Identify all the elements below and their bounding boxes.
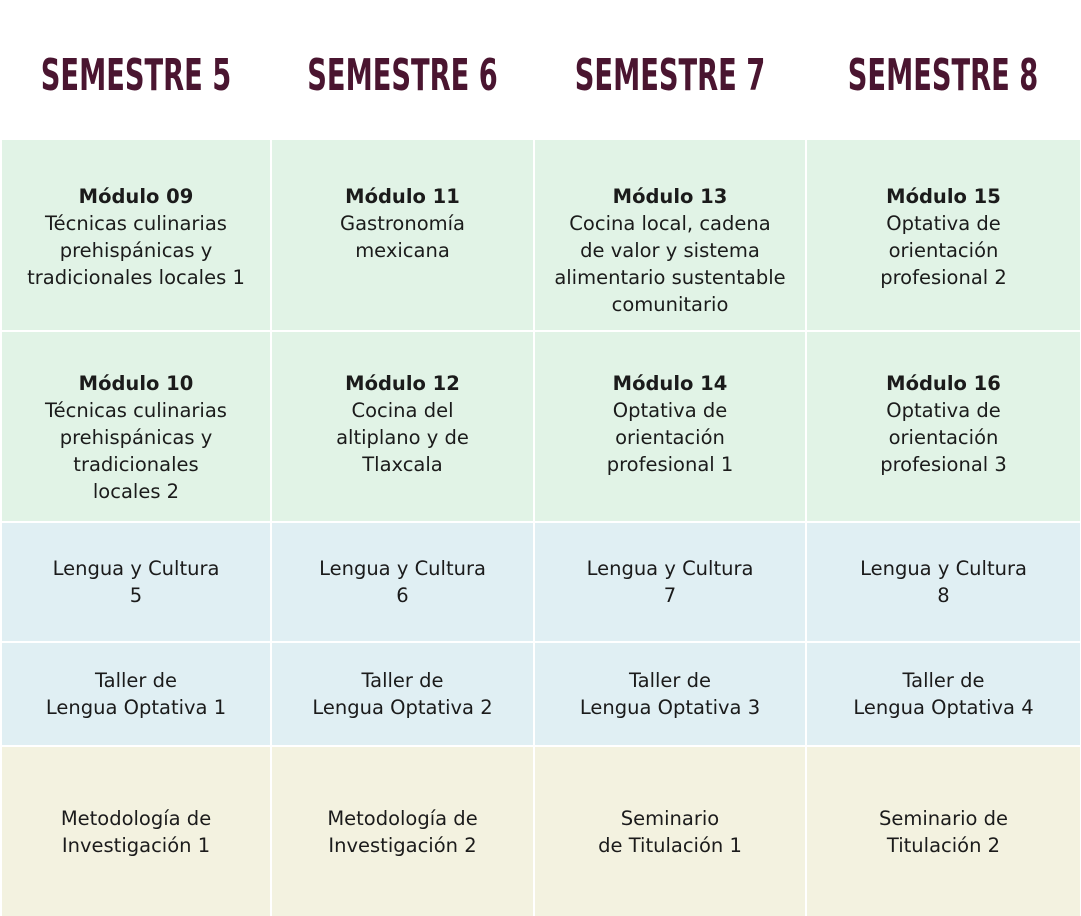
module-text: Cocina local, cadena de valor y sistema alimentario sustentable comunitario (554, 212, 786, 316)
module-cell (2, 140, 270, 330)
module-title: Módulo 10 (78, 372, 194, 395)
semester-headers (0, 0, 1081, 140)
final-text: Metodología de Investigación 2 (327, 806, 478, 857)
module-text: Gastronomía mexicana (339, 212, 466, 262)
final-cell (807, 747, 1080, 916)
lengua-text: Lengua y Cultura 8 (860, 557, 1027, 607)
module-title: Módulo 09 (78, 185, 194, 208)
module-title: Módulo 14 (612, 372, 728, 395)
module-title: Módulo 15 (886, 185, 1001, 208)
lengua-cell (535, 523, 805, 641)
module-cell (272, 140, 533, 330)
taller-cell (535, 643, 805, 745)
header-semestre-7: SEMESTRE 7 (574, 49, 766, 101)
module-cell (807, 332, 1080, 521)
final-text: Seminario de Titulación 1 (598, 806, 742, 857)
taller-text: Taller de Lengua Optativa 1 (45, 669, 227, 719)
taller-text: Taller de Lengua Optativa 3 (579, 669, 761, 719)
final-cell (535, 747, 805, 916)
module-title: Módulo 16 (886, 372, 1001, 395)
final-cell (2, 747, 270, 916)
module-cell (2, 332, 270, 521)
module-text: Técnicas culinarias prehispánicas y tradicionales locales 1 (27, 212, 245, 289)
final-text: Seminario de Titulación 2 (878, 806, 1009, 857)
module-title: Módulo 11 (345, 185, 460, 208)
module-text: Técnicas culinarias prehispánicas y tradicionales locales 2 (45, 399, 227, 503)
module-cell (807, 140, 1080, 330)
lengua-text: Lengua y Cultura 7 (586, 557, 754, 607)
curriculum-grid (2, 140, 1080, 916)
header-semestre-5: SEMESTRE 5 (40, 49, 232, 101)
lengua-cell (807, 523, 1080, 641)
module-cell (272, 332, 533, 521)
lengua-cell (272, 523, 533, 641)
final-text: Metodología de Investigación 1 (60, 806, 212, 857)
lengua-text: Lengua y Cultura 5 (52, 557, 220, 607)
module-cell (535, 140, 805, 330)
final-cell (272, 747, 533, 916)
header-semestre-6: SEMESTRE 6 (307, 49, 498, 101)
module-title: Módulo 12 (345, 372, 460, 395)
module-text: Cocina del altiplano y de Tlaxcala (336, 399, 469, 476)
module-title: Módulo 13 (612, 185, 728, 208)
taller-cell (272, 643, 533, 745)
module-text: Optativa de orientación profesional 1 (606, 399, 734, 476)
module-cell (535, 332, 805, 521)
taller-text: Taller de Lengua Optativa 4 (853, 669, 1034, 719)
lengua-text: Lengua y Cultura 6 (319, 557, 486, 607)
module-text: Optativa de orientación profesional 3 (880, 399, 1007, 476)
taller-text: Taller de Lengua Optativa 2 (312, 669, 493, 719)
taller-cell (807, 643, 1080, 745)
taller-cell (2, 643, 270, 745)
module-text: Optativa de orientación profesional 2 (880, 212, 1007, 289)
header-semestre-8: SEMESTRE 8 (847, 49, 1039, 101)
lengua-cell (2, 523, 270, 641)
